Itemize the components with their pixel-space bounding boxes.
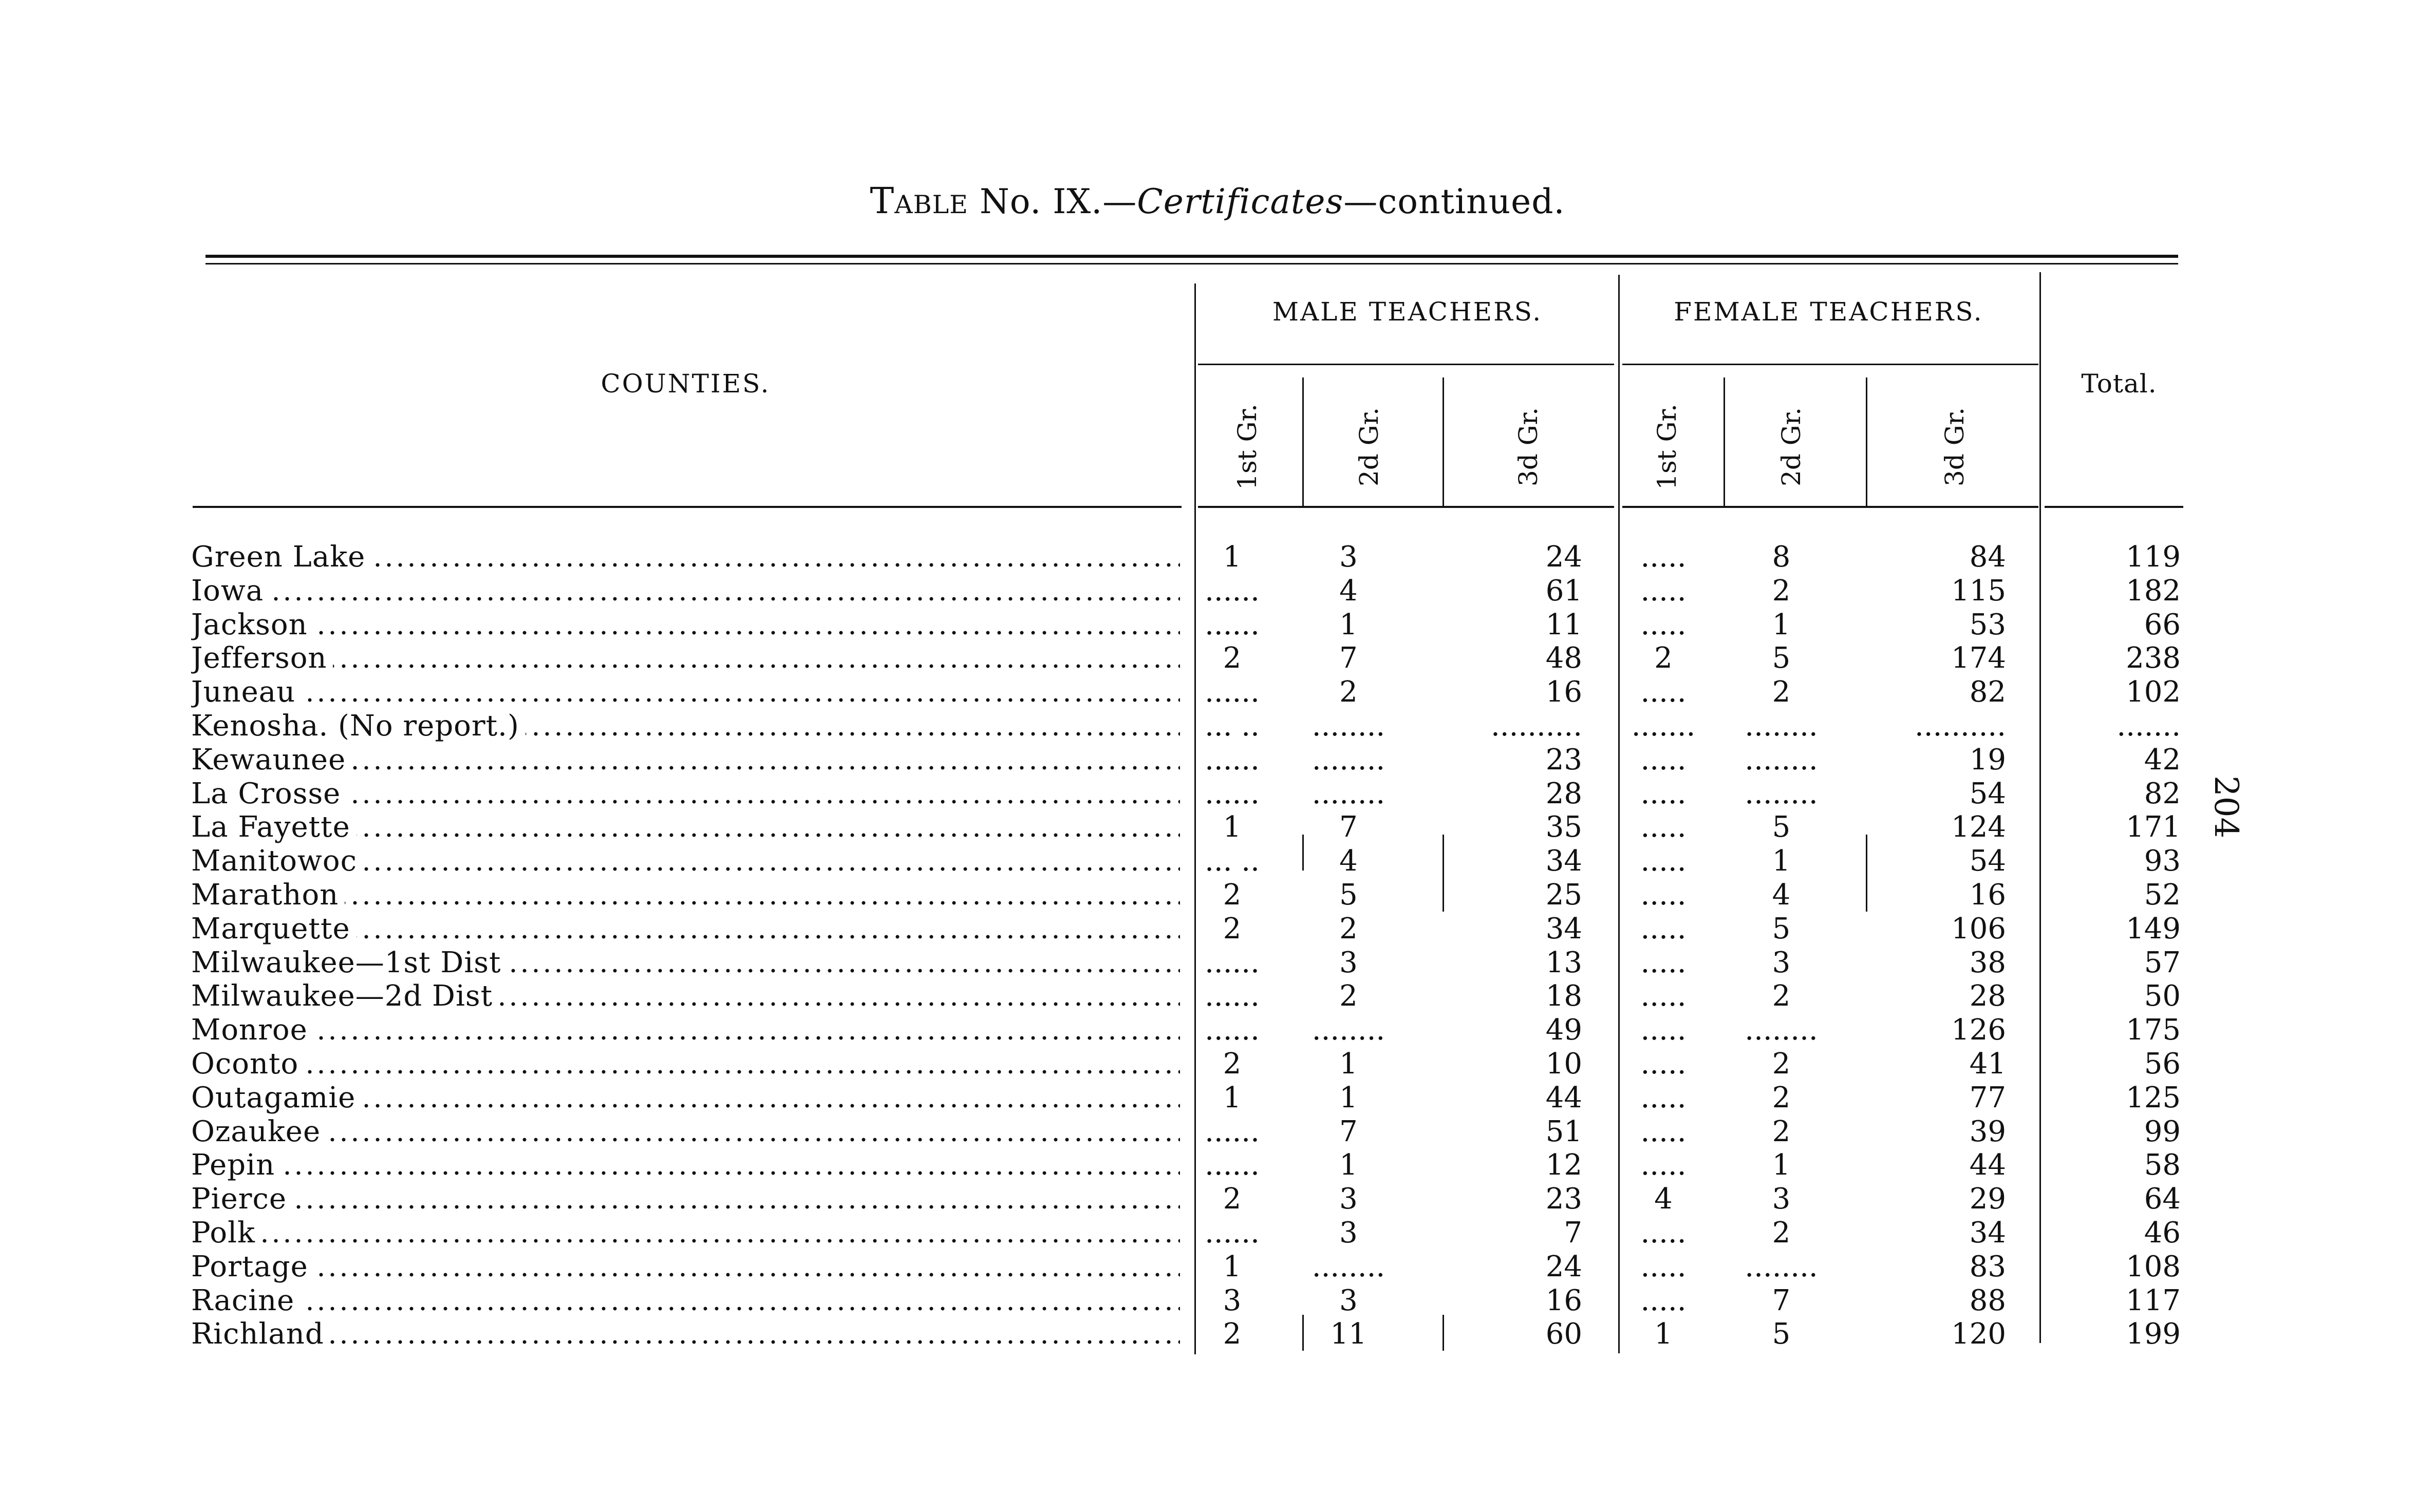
cell-female-2d-gr: 1 [1772, 844, 1791, 878]
cell-female-3d-gr: 174 [1951, 641, 2006, 675]
header-total: Total. [2081, 369, 2157, 399]
cell-male-2d-gr: 7 [1339, 810, 1358, 844]
table-row [0, 608, 2435, 642]
header-male-2d-gr: 2d Gr. [1354, 407, 1384, 486]
cell-female-1st-gr: ..... [1640, 743, 1687, 777]
cell-male-3d-gr: 11 [1545, 608, 1582, 641]
county-name [191, 743, 1180, 777]
cell-total: 108 [2126, 1250, 2181, 1283]
county-label: Marquette [191, 912, 357, 946]
header-male-teachers: MALE TEACHERS. [1272, 297, 1543, 327]
cell-female-3d-gr: 44 [1969, 1148, 2006, 1182]
table-title [0, 180, 2435, 222]
cell-male-2d-gr: 1 [1339, 608, 1358, 641]
cell-female-1st-gr: 2 [1654, 641, 1673, 675]
cell-female-1st-gr: 1 [1654, 1317, 1673, 1351]
county-label: Ozaukee [191, 1115, 327, 1148]
cell-female-2d-gr: ........ [1745, 1250, 1818, 1283]
table-row [0, 1047, 2435, 1081]
county-name [191, 1047, 1180, 1081]
cell-female-2d-gr: 2 [1772, 1047, 1791, 1081]
header-counties: COUNTIES. [601, 369, 771, 399]
county-name [191, 1250, 1180, 1284]
cell-female-2d-gr: 5 [1772, 1317, 1791, 1351]
cell-female-3d-gr: 106 [1951, 912, 2006, 946]
cell-male-3d-gr: 12 [1545, 1148, 1582, 1182]
cell-male-2d-gr: 3 [1339, 540, 1358, 574]
table-row [0, 844, 2435, 878]
table-row [0, 1284, 2435, 1318]
cell-male-2d-gr: 3 [1339, 1182, 1358, 1216]
cell-female-2d-gr: ........ [1745, 1013, 1818, 1047]
cell-female-2d-gr: 2 [1772, 979, 1791, 1013]
cell-male-2d-gr: 1 [1339, 1047, 1358, 1081]
county-name [191, 1182, 1180, 1216]
cell-male-2d-gr: 1 [1339, 1148, 1358, 1182]
cell-female-2d-gr: 2 [1772, 574, 1791, 608]
cell-male-1st-gr: 1 [1223, 810, 1242, 844]
cell-male-1st-gr: ...... [1205, 777, 1260, 810]
cell-female-2d-gr: 4 [1772, 878, 1791, 912]
cell-female-1st-gr: ..... [1640, 1250, 1687, 1283]
page-number: 204 [2207, 776, 2245, 839]
header-female-3d-gr: 3d Gr. [1940, 407, 1970, 486]
col-rule-female-2 [1866, 377, 1867, 506]
col-rule-female-1 [1724, 377, 1725, 506]
cell-total: 171 [2126, 810, 2181, 844]
cell-female-2d-gr: 2 [1772, 1216, 1791, 1250]
cell-female-1st-gr: ..... [1640, 1216, 1687, 1250]
cell-female-3d-gr: 38 [1969, 946, 2006, 979]
cell-female-1st-gr: ..... [1640, 844, 1687, 878]
cell-female-3d-gr: 39 [1969, 1114, 2006, 1148]
table-row [0, 1115, 2435, 1149]
title-suffix: —continued. [1343, 182, 1565, 221]
cell-female-1st-gr: ..... [1640, 675, 1687, 709]
cell-male-1st-gr: ...... [1205, 946, 1260, 979]
county-name [191, 810, 1180, 844]
table-row [0, 777, 2435, 811]
cell-total: 82 [2144, 777, 2181, 810]
county-label: Green Lake [191, 540, 371, 574]
county-label: Portage [191, 1250, 314, 1283]
table-row [0, 743, 2435, 777]
county-label: Outagamie [191, 1081, 362, 1114]
cell-female-3d-gr: 16 [1969, 878, 2006, 912]
cell-male-2d-gr: 4 [1339, 574, 1358, 608]
cell-total: 238 [2126, 641, 2181, 675]
col-rule-male-2 [1443, 377, 1444, 506]
cell-male-3d-gr: 49 [1545, 1013, 1582, 1047]
cell-female-2d-gr: 5 [1772, 641, 1791, 675]
county-name [191, 1013, 1180, 1047]
county-name [191, 912, 1180, 946]
cell-male-1st-gr: 2 [1223, 1047, 1242, 1081]
cell-female-2d-gr: 5 [1772, 912, 1791, 946]
cell-female-2d-gr: 2 [1772, 1114, 1791, 1148]
cell-male-3d-gr: .......... [1490, 709, 1582, 743]
cell-female-2d-gr: 3 [1772, 946, 1791, 979]
cell-male-1st-gr: 2 [1223, 641, 1242, 675]
cell-female-3d-gr: .......... [1914, 709, 2006, 743]
top-rule-thin [205, 263, 2178, 264]
county-label: Iowa [191, 574, 270, 608]
cell-female-2d-gr: 5 [1772, 810, 1791, 844]
cell-male-3d-gr: 13 [1545, 946, 1582, 979]
county-name [191, 1216, 1180, 1250]
county-name [191, 1148, 1180, 1182]
cell-female-1st-gr: ....... [1631, 709, 1696, 743]
cell-total: 117 [2126, 1283, 2181, 1317]
cell-female-2d-gr: 1 [1772, 608, 1791, 641]
cell-male-1st-gr: ...... [1205, 608, 1260, 641]
cell-male-3d-gr: 18 [1545, 979, 1582, 1013]
cell-female-3d-gr: 82 [1969, 675, 2006, 709]
cell-male-3d-gr: 61 [1545, 574, 1582, 608]
cell-total: 119 [2126, 540, 2181, 574]
cell-total: 57 [2144, 946, 2181, 979]
table-row [0, 810, 2435, 844]
table-row [0, 641, 2435, 675]
cell-male-1st-gr: 1 [1223, 540, 1242, 574]
cell-female-3d-gr: 19 [1969, 743, 2006, 777]
county-label: Racine [191, 1284, 301, 1317]
county-label: Kenosha. (No report.) [191, 709, 526, 743]
cell-male-1st-gr: ...... [1205, 675, 1260, 709]
cell-male-1st-gr: 2 [1223, 878, 1242, 912]
cell-male-2d-gr: 7 [1339, 641, 1358, 675]
county-name [191, 540, 1180, 574]
cell-total: 64 [2144, 1182, 2181, 1216]
cell-female-2d-gr: 2 [1772, 1081, 1791, 1114]
col-rule-male-1 [1302, 377, 1304, 506]
cell-female-3d-gr: 83 [1969, 1250, 2006, 1283]
cell-female-2d-gr: ........ [1745, 743, 1818, 777]
county-name [191, 979, 1180, 1013]
county-label: Jackson [191, 608, 314, 641]
cell-total: 125 [2126, 1081, 2181, 1114]
cell-male-2d-gr: 3 [1339, 1216, 1358, 1250]
cell-female-1st-gr: ..... [1640, 574, 1687, 608]
cell-male-2d-gr: 5 [1339, 878, 1358, 912]
county-label: Kewaunee [191, 743, 352, 777]
cell-male-3d-gr: 25 [1545, 878, 1582, 912]
table-row [0, 540, 2435, 574]
cell-female-1st-gr: ..... [1640, 1081, 1687, 1114]
cell-male-1st-gr: ...... [1205, 1114, 1260, 1148]
header-bottom-rule-counties [193, 506, 1182, 508]
cell-total: 182 [2126, 574, 2181, 608]
table-row [0, 1148, 2435, 1182]
header-bottom-rule-male [1198, 506, 1614, 508]
table-row [0, 1317, 2435, 1351]
cell-female-1st-gr: ..... [1640, 608, 1687, 641]
cell-total: 50 [2144, 979, 2181, 1013]
county-label: Milwaukee—1st Dist [191, 946, 507, 979]
county-name [191, 878, 1180, 912]
cell-male-3d-gr: 60 [1545, 1317, 1582, 1351]
county-label: Richland [191, 1317, 330, 1351]
cell-male-3d-gr: 10 [1545, 1047, 1582, 1081]
county-name [191, 641, 1180, 675]
table-row [0, 1216, 2435, 1250]
cell-male-1st-gr: ...... [1205, 743, 1260, 777]
cell-female-3d-gr: 41 [1969, 1047, 2006, 1081]
county-name [191, 608, 1180, 642]
cell-male-3d-gr: 16 [1545, 1283, 1582, 1317]
cell-female-1st-gr: ..... [1640, 946, 1687, 979]
cell-female-2d-gr: 1 [1772, 1148, 1791, 1182]
cell-female-1st-gr: ..... [1640, 979, 1687, 1013]
cell-female-3d-gr: 54 [1969, 844, 2006, 878]
cell-male-3d-gr: 51 [1545, 1114, 1582, 1148]
county-label: La Fayette [191, 810, 357, 844]
cell-female-1st-gr: ..... [1640, 1013, 1687, 1047]
cell-female-1st-gr: ..... [1640, 810, 1687, 844]
cell-male-3d-gr: 24 [1545, 540, 1582, 574]
county-name [191, 844, 1180, 878]
cell-female-1st-gr: ..... [1640, 878, 1687, 912]
cell-female-1st-gr: ..... [1640, 777, 1687, 810]
cell-male-1st-gr: 2 [1223, 1182, 1242, 1216]
cell-female-1st-gr: ..... [1640, 1148, 1687, 1182]
table-row [0, 878, 2435, 912]
cell-male-3d-gr: 23 [1545, 1182, 1582, 1216]
county-label: La Crosse [191, 777, 347, 810]
cell-total: 58 [2144, 1148, 2181, 1182]
female-group-rule [1622, 364, 2038, 365]
cell-female-3d-gr: 54 [1969, 777, 2006, 810]
cell-female-3d-gr: 84 [1969, 540, 2006, 574]
cell-female-3d-gr: 126 [1951, 1013, 2006, 1047]
cell-total: 46 [2144, 1216, 2181, 1250]
county-label: Polk [191, 1216, 261, 1250]
cell-female-3d-gr: 34 [1969, 1216, 2006, 1250]
cell-male-2d-gr: 11 [1330, 1317, 1367, 1351]
cell-male-2d-gr: 7 [1339, 1114, 1358, 1148]
county-name [191, 1317, 1180, 1351]
county-name [191, 1115, 1180, 1149]
cell-male-1st-gr: ... .. [1205, 709, 1260, 743]
cell-male-1st-gr: 2 [1223, 912, 1242, 946]
cell-male-3d-gr: 24 [1545, 1250, 1582, 1283]
cell-female-1st-gr: ..... [1640, 1283, 1687, 1317]
county-name [191, 777, 1180, 811]
cell-male-1st-gr: ...... [1205, 979, 1260, 1013]
cell-male-1st-gr: 1 [1223, 1081, 1242, 1114]
cell-male-1st-gr: ...... [1205, 1013, 1260, 1047]
cell-male-2d-gr: 1 [1339, 1081, 1358, 1114]
cell-total: 56 [2144, 1047, 2181, 1081]
cell-male-3d-gr: 48 [1545, 641, 1582, 675]
table-row [0, 1250, 2435, 1284]
cell-female-2d-gr: ........ [1745, 709, 1818, 743]
cell-male-1st-gr: 1 [1223, 1250, 1242, 1283]
county-name [191, 574, 1180, 608]
cell-male-1st-gr: ...... [1205, 1148, 1260, 1182]
cell-female-3d-gr: 115 [1951, 574, 2006, 608]
cell-female-2d-gr: 2 [1772, 675, 1791, 709]
title-subject: Certificates [1137, 182, 1344, 221]
cell-female-2d-gr: 8 [1772, 540, 1791, 574]
cell-male-2d-gr: ........ [1312, 1250, 1385, 1283]
cell-male-2d-gr: 2 [1339, 979, 1358, 1013]
table-row [0, 709, 2435, 743]
county-name [191, 675, 1180, 709]
cell-male-3d-gr: 34 [1545, 912, 1582, 946]
cell-male-3d-gr: 7 [1564, 1216, 1582, 1250]
header-female-teachers: FEMALE TEACHERS. [1674, 297, 1983, 327]
cell-male-1st-gr: 3 [1223, 1283, 1242, 1317]
cell-male-3d-gr: 35 [1545, 810, 1582, 844]
cell-male-2d-gr: 3 [1339, 1283, 1358, 1317]
cell-total: ....... [2116, 709, 2181, 743]
cell-female-1st-gr: ..... [1640, 540, 1687, 574]
title-number: No. IX.— [979, 182, 1137, 221]
county-label: Milwaukee—2d Dist [191, 979, 499, 1013]
table-row [0, 1013, 2435, 1047]
table-row [0, 1081, 2435, 1115]
table-row [0, 675, 2435, 709]
county-label: Pepin [191, 1148, 281, 1182]
header-male-1st-gr: 1st Gr. [1232, 404, 1262, 490]
cell-total: 102 [2126, 675, 2181, 709]
table-row [0, 979, 2435, 1013]
cell-female-1st-gr: ..... [1640, 1114, 1687, 1148]
county-label: Manitowoc [191, 844, 363, 878]
cell-male-2d-gr: ........ [1312, 777, 1385, 810]
cell-male-3d-gr: 23 [1545, 743, 1582, 777]
header-male-3d-gr: 3d Gr. [1513, 407, 1543, 486]
cell-male-2d-gr: ........ [1312, 709, 1385, 743]
title-prefix: Table [870, 180, 968, 222]
cell-female-3d-gr: 28 [1969, 979, 2006, 1013]
cell-male-2d-gr: 3 [1339, 946, 1358, 979]
county-label: Juneau [191, 675, 302, 709]
cell-male-1st-gr: ...... [1205, 574, 1260, 608]
top-rule-thick [205, 255, 2178, 258]
cell-total: 175 [2126, 1013, 2181, 1047]
table-row [0, 946, 2435, 980]
cell-male-2d-gr: 2 [1339, 675, 1358, 709]
cell-male-3d-gr: 16 [1545, 675, 1582, 709]
table-row [0, 1182, 2435, 1216]
county-name [191, 946, 1180, 980]
cell-female-3d-gr: 77 [1969, 1081, 2006, 1114]
table-row [0, 912, 2435, 946]
male-group-rule [1198, 364, 1614, 365]
cell-female-1st-gr: ..... [1640, 1047, 1687, 1081]
county-label: Pierce [191, 1182, 293, 1216]
cell-male-2d-gr: 2 [1339, 912, 1358, 946]
table-row [0, 574, 2435, 608]
cell-total: 199 [2126, 1317, 2181, 1351]
cell-total: 42 [2144, 743, 2181, 777]
county-name [191, 1284, 1180, 1318]
cell-male-2d-gr: 4 [1339, 844, 1358, 878]
cell-female-1st-gr: 4 [1654, 1182, 1673, 1216]
county-name [191, 709, 1180, 743]
cell-total: 99 [2144, 1114, 2181, 1148]
county-label: Oconto [191, 1047, 305, 1081]
county-label: Monroe [191, 1013, 314, 1047]
header-bottom-rule-total [2045, 506, 2183, 508]
cell-male-1st-gr: ...... [1205, 1216, 1260, 1250]
cell-total: 52 [2144, 878, 2181, 912]
cell-male-2d-gr: ........ [1312, 1013, 1385, 1047]
cell-male-3d-gr: 34 [1545, 844, 1582, 878]
cell-female-3d-gr: 124 [1951, 810, 2006, 844]
cell-male-3d-gr: 28 [1545, 777, 1582, 810]
header-female-2d-gr: 2d Gr. [1776, 407, 1806, 486]
cell-female-3d-gr: 53 [1969, 608, 2006, 641]
county-label: Jefferson [191, 641, 333, 675]
header-bottom-rule-female [1622, 506, 2038, 508]
cell-female-2d-gr: ........ [1745, 777, 1818, 810]
cell-female-3d-gr: 88 [1969, 1283, 2006, 1317]
cell-female-3d-gr: 120 [1951, 1317, 2006, 1351]
cell-female-1st-gr: ..... [1640, 912, 1687, 946]
cell-male-3d-gr: 44 [1545, 1081, 1582, 1114]
cell-male-2d-gr: ........ [1312, 743, 1385, 777]
cell-total: 93 [2144, 844, 2181, 878]
cell-male-1st-gr: 2 [1223, 1317, 1242, 1351]
county-label: Marathon [191, 878, 345, 912]
county-name [191, 1081, 1180, 1115]
cell-total: 66 [2144, 608, 2181, 641]
cell-female-2d-gr: 3 [1772, 1182, 1791, 1216]
cell-male-1st-gr: ... .. [1205, 844, 1260, 878]
header-female-1st-gr: 1st Gr. [1652, 404, 1682, 490]
cell-female-2d-gr: 7 [1772, 1283, 1791, 1317]
cell-female-3d-gr: 29 [1969, 1182, 2006, 1216]
cell-total: 149 [2126, 912, 2181, 946]
